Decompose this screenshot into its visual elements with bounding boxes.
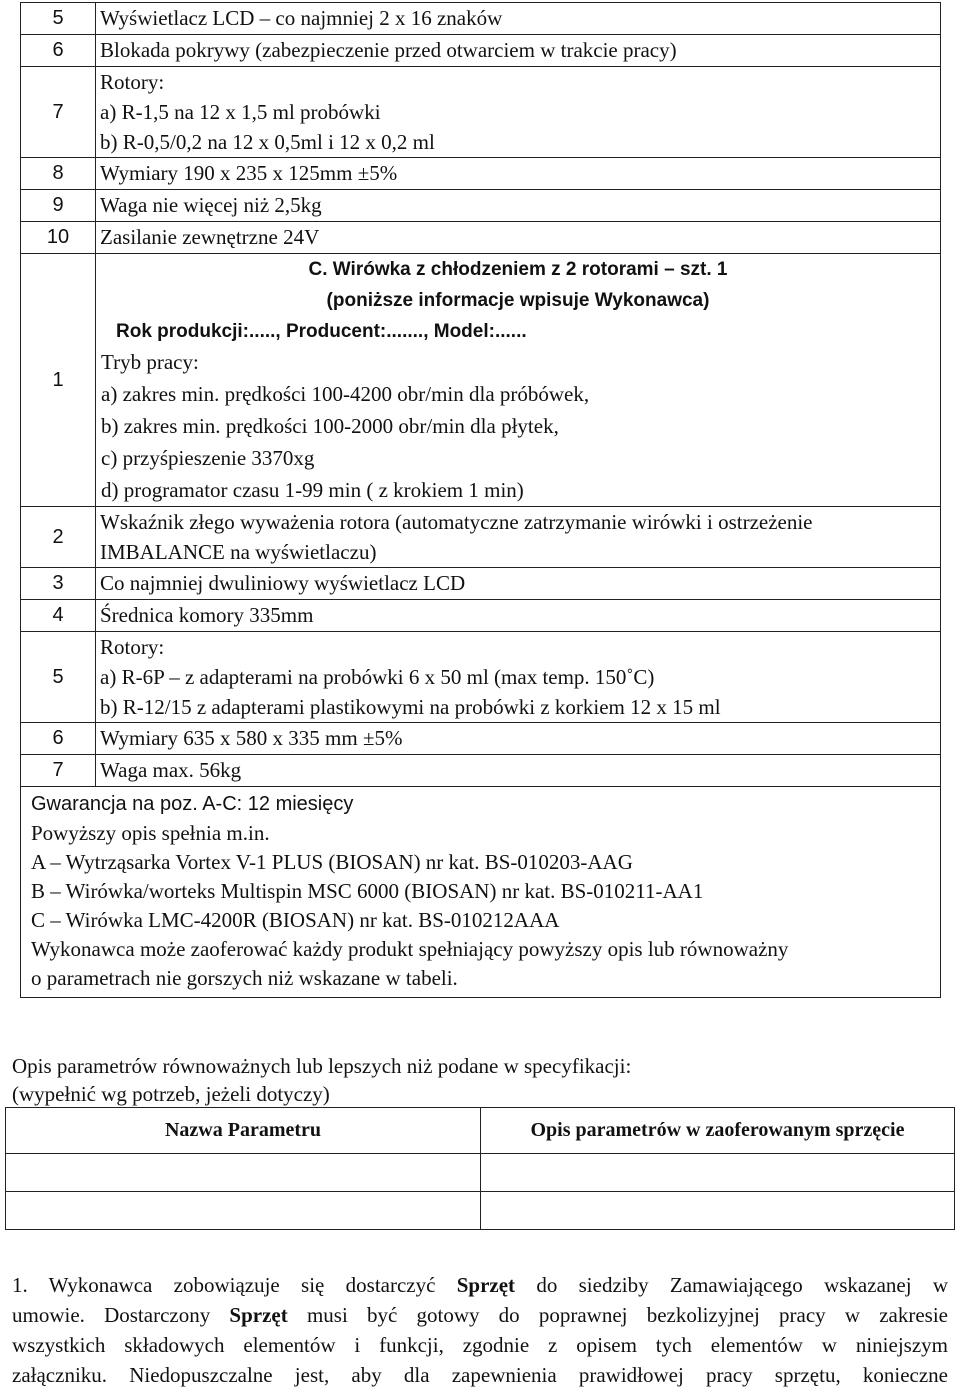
param-name-cell[interactable] bbox=[6, 1192, 481, 1230]
footer-line: A – Wytrząsarka Vortex V-1 PLUS (BIOSAN) nr kat. BS-010203-AAG bbox=[31, 850, 633, 874]
spec-rows-top bbox=[21, 3, 941, 254]
spec-line: Co najmniej dwuliniowy wyświetlacz LCD bbox=[100, 571, 466, 595]
spec-line: b) R-0,5/0,2 na 12 x 0,5ml i 12 x 0,2 ml bbox=[100, 130, 435, 154]
footer-line: C – Wirówka LMC-4200R (BIOSAN) nr kat. BS-010212AAA bbox=[31, 908, 560, 932]
footer-line: B – Wirówka/worteks Multispin MSC 6000 (BIOSAN) nr kat. BS-010211-AA1 bbox=[31, 879, 704, 903]
final-text: do siedziby Zamawiającego wskazanej w bbox=[515, 1273, 948, 1297]
section-c-header-row bbox=[21, 254, 941, 507]
parameters-table bbox=[5, 1107, 955, 1230]
row-number: 6 bbox=[21, 35, 96, 67]
spec-row bbox=[21, 158, 941, 190]
spec-line: Wymiary 190 x 235 x 125mm ±5% bbox=[100, 161, 398, 185]
final-bold: Sprzęt bbox=[229, 1303, 288, 1327]
spec-row bbox=[21, 507, 941, 568]
footer-line: Powyższy opis spełnia m.in. bbox=[31, 821, 270, 845]
spec-line: a) zakres min. prędkości 100-4200 obr/min dla próbówek, bbox=[101, 382, 590, 406]
spec-row bbox=[21, 190, 941, 222]
spec-line: a) R-6P – z adapterami na probówki 6 x 50 ml (max temp. 150˚C) bbox=[100, 665, 655, 689]
spec-line: Waga nie więcej niż 2,5kg bbox=[100, 193, 322, 217]
row-number: 10 bbox=[21, 222, 96, 254]
row-number: 2 bbox=[21, 507, 96, 568]
spec-row bbox=[21, 568, 941, 600]
row-number: 3 bbox=[21, 568, 96, 600]
footer-line: Wykonawca może zaoferować każdy produkt spełniający powyższy opis lub równoważny bbox=[31, 937, 789, 961]
spec-row bbox=[21, 632, 941, 723]
final-text: wszystkich składowych elementów i funkcji, zgodnie z opisem tych elementów w niniejszym bbox=[12, 1333, 948, 1357]
spec-line: b) zakres min. prędkości 100-2000 obr/min dla płytek, bbox=[101, 414, 559, 438]
section-c bbox=[21, 254, 941, 507]
spec-line: d) programator czasu 1-99 min ( z krokiem 1 min) bbox=[101, 478, 524, 502]
spec-rows-c bbox=[21, 507, 941, 787]
equivalent-line-1: Opis parametrów równoważnych lub lepszych niż podane w specyfikacji: bbox=[12, 1054, 632, 1078]
footer-row bbox=[21, 787, 941, 998]
spec-line: Średnica komory 335mm bbox=[100, 603, 314, 627]
param-desc-cell[interactable] bbox=[481, 1154, 955, 1192]
param-desc-header: Opis parametrów w zaoferowanym sprzęcie bbox=[481, 1108, 955, 1154]
final-text: załączniku. Niedopuszczalne jest, aby dla zapewnienia prawidłowej pracy sprzętu, konieczne bbox=[12, 1363, 948, 1387]
spec-row bbox=[21, 67, 941, 158]
spec-row bbox=[21, 222, 941, 254]
spec-line: Waga max. 56kg bbox=[100, 758, 242, 782]
spec-line: a) R-1,5 na 12 x 1,5 ml probówki bbox=[100, 100, 381, 124]
param-name-cell[interactable] bbox=[6, 1154, 481, 1192]
footer-block bbox=[21, 787, 941, 998]
warranty-text: Gwarancja na poz. A-C: 12 miesięcy bbox=[31, 793, 354, 815]
spec-row bbox=[21, 755, 941, 787]
row-number: 1 bbox=[21, 254, 96, 507]
param-name-header: Nazwa Parametru bbox=[6, 1108, 481, 1154]
section-c-title: C. Wirówka z chłodzeniem z 2 rotorami – szt. 1 bbox=[308, 259, 728, 280]
final-bold: Sprzęt bbox=[456, 1273, 516, 1297]
spec-row bbox=[21, 600, 941, 632]
producer-line: Rok produkcji:....., Producent:......., Model:...... bbox=[116, 321, 527, 342]
final-text: 1. Wykonawca zobowiązuje się dostarczyć bbox=[12, 1273, 457, 1297]
spec-row bbox=[21, 3, 941, 35]
row-number: 8 bbox=[21, 158, 96, 190]
spec-line: Zasilanie zewnętrzne 24V bbox=[100, 225, 320, 249]
spec-line: Wymiary 635 x 580 x 335 mm ±5% bbox=[100, 726, 403, 750]
specification-table bbox=[20, 2, 941, 998]
spec-line: Rotory: bbox=[100, 635, 165, 659]
final-text: umowie. Dostarczony bbox=[12, 1303, 230, 1327]
row-number: 7 bbox=[21, 755, 96, 787]
params-row bbox=[6, 1154, 955, 1192]
footer-line: o parametrach nie gorszych niż wskazane w tabeli. bbox=[31, 966, 458, 990]
spec-line: Rotory: bbox=[100, 70, 165, 94]
row-number: 6 bbox=[21, 723, 96, 755]
params-header-row bbox=[6, 1108, 955, 1154]
spec-line: Wyświetlacz LCD – co najmniej 2 x 16 znaków bbox=[100, 6, 503, 30]
spec-line: IMBALANCE na wyświetlaczu) bbox=[100, 540, 377, 564]
row-number: 5 bbox=[21, 632, 96, 723]
spec-line: b) R-12/15 z adapterami plastikowymi na probówki z korkiem 12 x 15 ml bbox=[100, 695, 721, 719]
equivalent-line-2: (wypełnić wg potrzeb, jeżeli dotyczy) bbox=[12, 1082, 330, 1106]
final-paragraph bbox=[12, 1270, 948, 1390]
final-text: musi być gotowy do poprawnej bezkolizyjnej pracy w zakresie bbox=[287, 1303, 948, 1327]
row-number: 9 bbox=[21, 190, 96, 222]
row-number: 7 bbox=[21, 67, 96, 158]
row-number: 4 bbox=[21, 600, 96, 632]
equivalent-intro bbox=[12, 1052, 952, 1108]
spec-line: Wskaźnik złego wyważenia rotora (automatyczne zatrzymanie wirówki i ostrzeżenie bbox=[100, 510, 813, 534]
spec-line: Tryb pracy: bbox=[101, 350, 199, 374]
spec-row bbox=[21, 723, 941, 755]
spec-row bbox=[21, 35, 941, 67]
section-c-subtitle: (poniższe informacje wpisuje Wykonawca) bbox=[326, 290, 710, 311]
spec-line: Blokada pokrywy (zabezpieczenie przed otwarciem w trakcie pracy) bbox=[100, 38, 677, 62]
spec-line: c) przyśpieszenie 3370xg bbox=[101, 446, 315, 470]
param-desc-cell[interactable] bbox=[481, 1192, 955, 1230]
params-row bbox=[6, 1192, 955, 1230]
row-number: 5 bbox=[21, 3, 96, 35]
